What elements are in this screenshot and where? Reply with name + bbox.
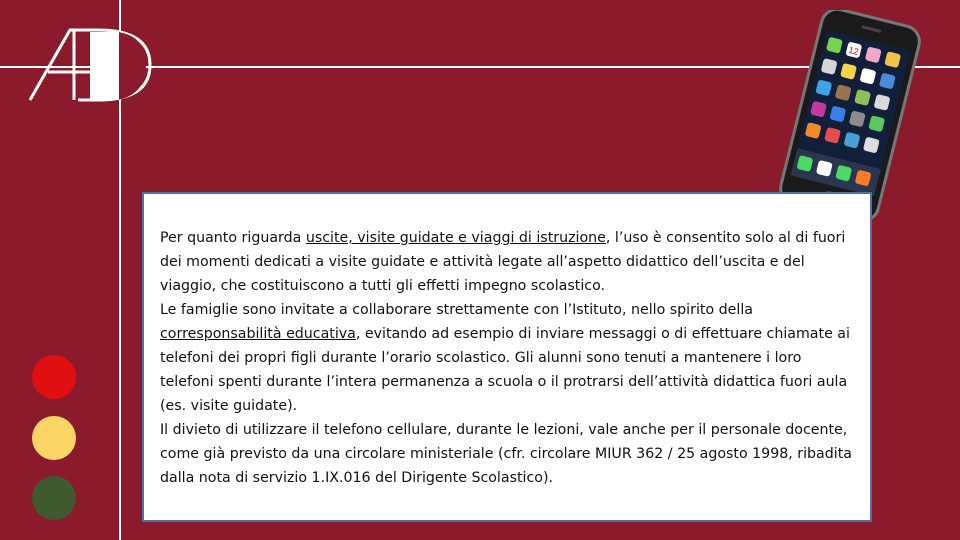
- smartphone-icon: [770, 10, 930, 220]
- red-light-icon: [32, 355, 76, 399]
- paragraph-families-text-start: Le famiglie sono invitate a collaborare strettamente con l’Istituto, nello spirito della: [160, 302, 753, 318]
- paragraph-trips-text-start: Per quanto riguarda: [160, 230, 306, 246]
- ad-monogram-icon: [28, 26, 158, 106]
- yellow-light-icon: [32, 416, 76, 460]
- paragraph-trips-text-end: , l’uso è consentito solo al di fuori dei momenti dedicati a visite guidate e attività legate all’aspetto didattico dell’uscita e del viaggio, che costituiscono a tutti gli effetti impegno scolastico.: [160, 230, 846, 294]
- paragraph-trips: [160, 226, 854, 298]
- phone-calendar-date: 12: [847, 44, 860, 58]
- paragraph-families-text-end: , evitando ad esempio di inviare messaggi o di effettuare chiamate ai telefoni dei propri figli durante l’orario scolastico. Gli alunni sono tenuti a mantenere i loro telefoni spenti durante l’intera permanenza a scuola o il protrarsi dell’attività didattica fuori aula (es. visite guidate).: [160, 326, 850, 414]
- paragraph-families: [160, 298, 854, 418]
- green-light-icon: [32, 476, 76, 520]
- content-box: [142, 192, 872, 522]
- underlined-responsibility-phrase: corresponsabilità educativa: [160, 326, 356, 342]
- paragraph-staff-ban: Il divieto di utilizzare il telefono cellulare, durante le lezioni, vale anche per il personale docente, come già previsto da una circolare ministeriale (cfr. circolare MIUR 362 / 25 agosto 1998, ribadita dalla nota di servizio 1.IX.016 del Dirigente Scolastico).: [160, 422, 852, 486]
- underlined-trips-phrase: uscite, visite guidate e viaggi di istruzione: [305, 230, 606, 246]
